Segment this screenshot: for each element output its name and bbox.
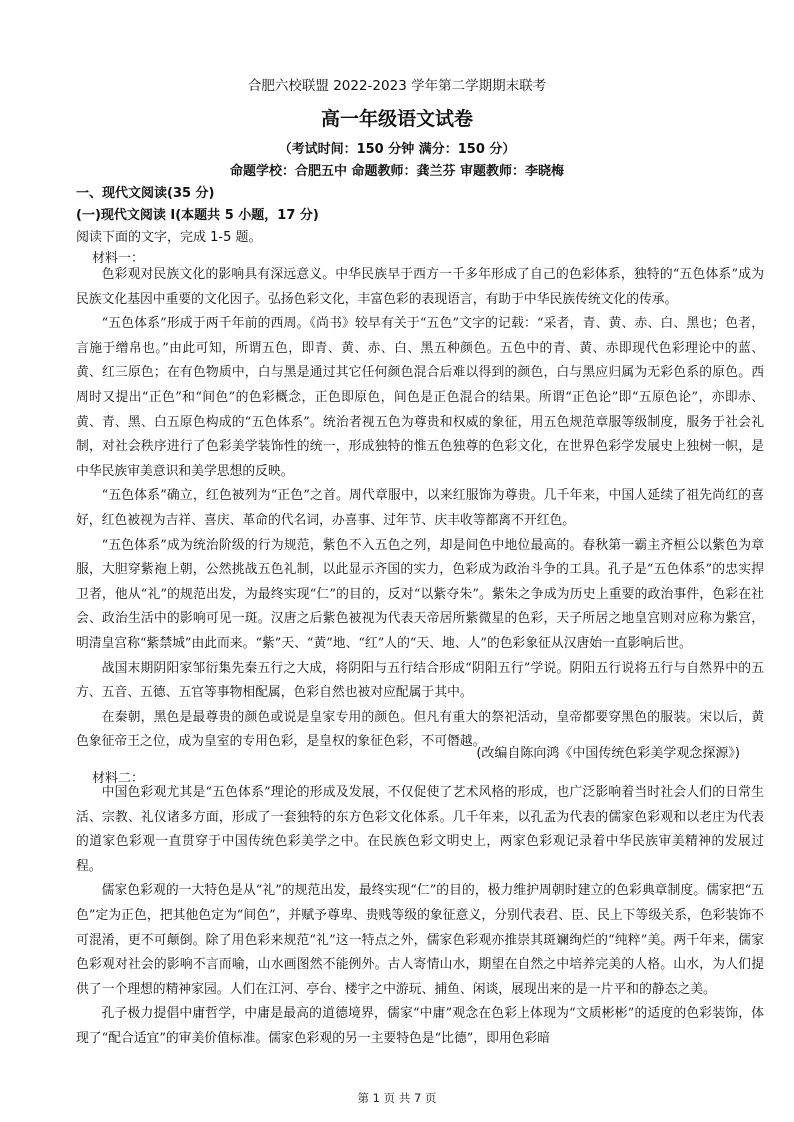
paragraph: 孔子极力提倡中庸哲学，中庸是最高的道德境界，儒家“中庸”观念在色彩上体现为“文质彬彬”的适度的色彩装饰，体现了“配合适宜”的审美价值标准。儒家色彩观的另一主要特色是“比德”，即用色彩暗 [76, 1006, 764, 1046]
paper-title: 高一年级语文试卷 [320, 108, 473, 130]
section-heading: 一、现代文阅读(35 分) [76, 186, 215, 201]
exam-title: 合肥六校联盟 2022-2023 学年第二学期期末联考 [247, 78, 547, 94]
instruction-text: 阅读下面的文字，完成 1-5 题。 [76, 230, 262, 245]
paragraph: 色彩观对民族文化的影响具有深远意义。中华民族早于西方一千多年形成了自己的色彩体系，独特的“五色体系”成为民族文化基因中重要的文化因子。弘扬色彩文化，丰富色彩的表现语言，有助于中华民族传统文化的传承。 [76, 267, 764, 307]
paragraph: 儒家色彩观的一大特色是从“礼”的规范出发，最终实现“仁”的目的，极力维护周朝时建立的色彩典章制度。儒家把“五色”定为正色，把其他色定为“间色”，并赋予尊卑、贵贱等级的象征意义，分别代表君、臣、民上下等级关系，色彩装饰不可混淆，更不可颠倒。除了用色彩来规范“礼”这一特点之外，儒家色彩观亦推崇其斑斓绚烂的“纯粹”美。两千年来，儒家色彩观对社会的影响不言而喻，山水画图然不能例外。古人寄情山水，期望在自然之中培养完美的人格。山水，为人们提供了一个理想的精神家园。人们在江河、亭台、楼宇之中游玩、捕鱼、闲谈，展现出来的是一片平和的静态之美。 [76, 883, 764, 997]
exam-info: （考试时间：150 分钟 满分：150 分） [278, 142, 516, 157]
paragraph: 中国色彩观尤其是“五色体系”理论的形成及发展，不仅促使了艺术风格的形成，也广泛影响着当时社会人们的日常生活、宗教、礼仪诸多方面，形成了一套独特的东方色彩文化体系。几千年来，以孔孟为代表的儒家色彩观和以老庄为代表的道家色彩观一直贯穿于中国传统色彩美学之中。在民族色彩文明史上，两家色彩观记录着中华民族审美精神的发展过程。 [76, 785, 764, 874]
material1-source: (改编自陈向鸿《中国传统色彩美学观念探源》) [476, 746, 740, 761]
subsection-heading: (一)现代文阅读 I(本题共 5 小题，17 分) [76, 208, 319, 223]
authors-line: 命题学校：合肥五中 命题教师：龚兰芬 审题教师：李晓梅 [229, 164, 565, 179]
material1-body [76, 263, 764, 755]
paragraph: “五色体系”确立，红色被列为“正色”之首。周代章服中，以来红服饰为尊贵。几千年来，中国人延续了祖先尚红的喜好，红色被视为吉祥、喜庆、革命的代名词，办喜事、过年节、庆丰收等都离不开红色。 [76, 488, 764, 528]
material2-body [76, 781, 764, 1052]
page-footer: 第 1 页 共 7 页 [357, 1091, 437, 1105]
material1-label: 材料一： [92, 251, 145, 266]
paragraph: 战国末期阴阳家邹衍集先秦五行之大成，将阴阳与五行结合形成“阴阳五行”学说。阴阳五行说将五行与自然界中的五方、五音、五德、五官等事物相配属，色彩自然也被对应配属于其中。 [76, 660, 764, 701]
paragraph: “五色体系”形成于两千年前的西周。《尚书》较早有关于“五色”文字的记载：“采者，青、黄、赤、白、黑也；色者，言施于缯帛也。”由此可知，所谓五色，即青、黄、赤、白、黑五种颜色。五色中的青、黄、赤即现代色彩理论中的蓝、黄、红三原色；在有色物质中，白与黑是通过其它任何颜色混合后难以得到的颜色，白与黑应归属为无彩色系的原色。西周时又提出“正色”和“间色”的色彩概念，正色即原色，间色是正色混合的结果。所谓“正色论”即“五原色论”，亦即赤、黄、青、黑、白五原色构成的“五色体系”。统治者视五色为尊贵和权威的象征，用五色规范章服等级制度，服务于社会礼制，对社会秩序进行了色彩美学装饰性的统一，形成独特的惟五色独尊的色彩文化，在世界色彩学发展史上独树一帜，是中华民族审美意识和美学思想的反映。 [76, 316, 764, 479]
paragraph: 在秦朝，黑色是最尊贵的颜色或说是皇家专用的颜色。但凡有重大的祭祀活动，皇帝都要穿黑色的服装。宋以后，黄色象征帝王之位，成为皇室的专用色彩，是皇权的象征色彩，不可僭越。 [76, 709, 764, 750]
material2-label: 材料二： [92, 771, 145, 786]
paragraph: “五色体系”成为统治阶级的行为规范，紫色不入五色之列，却是间色中地位最高的。春秋第一霸主齐桓公以紫色为章服，大胆穿紫袍上朝，公然挑战五色礼制，以此显示齐国的实力，色彩成为政治斗争的工具。孔子是“五色体系”的忠实捍卫者，他从“礼”的规范出发，为最终实现“仁”的目的，反对“以紫夺朱”。紫朱之争成为历史上重要的政治事件，色彩在社会、政治生活中的影响可见一斑。汉唐之后紫色被视为代表天帝居所紫微星的色彩，天子所居之地皇宫则对应称为紫宫，明清皇宫称“紫禁城”由此而来。“紫”天、“黄”地、“红”人的“天、地、人”的色彩象征从汉唐始一直影响后世。 [76, 537, 764, 651]
